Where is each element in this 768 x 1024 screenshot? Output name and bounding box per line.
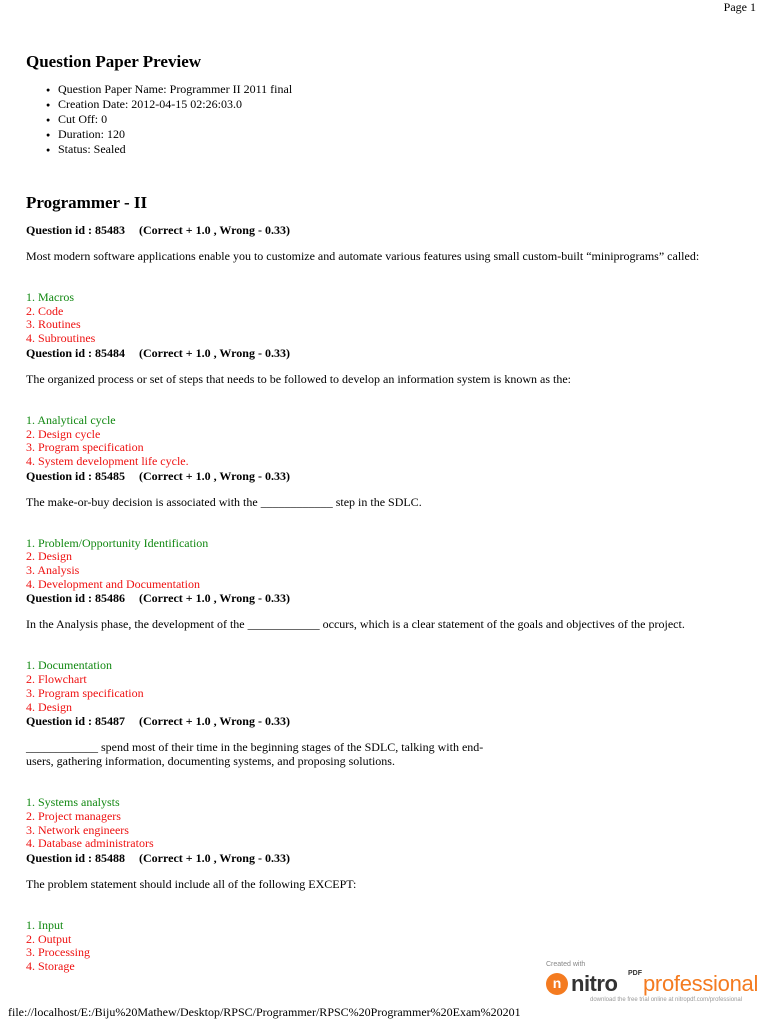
- question-id: Question id : 85483: [26, 223, 126, 237]
- option: 4. Design: [26, 699, 72, 714]
- option-correct: 1. Macros: [26, 290, 74, 304]
- option: 2. Project managers: [26, 808, 121, 823]
- option: 2. Design: [26, 549, 72, 564]
- page-title: Question Paper Preview: [26, 52, 202, 71]
- question-marks: (Correct + 1.0 , Wrong - 0.33): [139, 223, 290, 237]
- question: [26, 591, 756, 714]
- question: [26, 223, 756, 346]
- options-list: [26, 414, 756, 469]
- option: 3. Routines: [26, 317, 81, 332]
- option: 4. System development life cycle.: [26, 453, 189, 468]
- option: 4. Subroutines: [26, 331, 96, 346]
- section-title: Programmer - II: [26, 193, 148, 212]
- question-text: The problem statement should include all of the following EXCEPT:: [26, 877, 357, 892]
- nitro-watermark: [546, 961, 764, 1009]
- question-id: Question id : 85488: [26, 851, 126, 866]
- nitro-logo-icon: n: [546, 973, 568, 995]
- paper-meta-list: [26, 82, 756, 157]
- option-correct: 1. Analytical cycle: [26, 412, 116, 427]
- question-text: ____________ spend most of their time in the beginning stages of the SDLC, talking with end-users, gathering information, documenting systems, and proposing solutions.: [26, 740, 484, 769]
- created-with-label: Created with: [546, 961, 586, 968]
- question-marks: (Correct + 1.0 , Wrong - 0.33): [139, 851, 290, 866]
- option: 3. Network engineers: [26, 822, 129, 837]
- question-id: Question id : 85487: [26, 714, 126, 729]
- question-marks: (Correct + 1.0 , Wrong - 0.33): [139, 591, 290, 606]
- option: 3. Analysis: [26, 563, 80, 578]
- question: [26, 851, 756, 974]
- meta-paper-name: ● Question Paper Name: Programmer II 2011 final: [46, 82, 756, 97]
- options-list: [26, 537, 756, 592]
- question: [26, 714, 756, 851]
- question: [26, 469, 756, 592]
- option: 4. Development and Documentation: [26, 576, 200, 591]
- options-list: [26, 796, 756, 851]
- option: 3. Program specification: [26, 685, 144, 700]
- nitro-tagline: download the free trial online at nitropdf.com/professional: [590, 997, 743, 1003]
- file-path-footer: file://localhost/E:/Biju%20Mathew/Desktop/RPSC/Programmer/RPSC%20Programmer%20Exam%20201: [8, 1005, 521, 1019]
- question-text: The make-or-buy decision is associated with the ____________ step in the SDLC.: [26, 494, 422, 509]
- option: 2. Code: [26, 303, 64, 318]
- option: 3. Processing: [26, 945, 90, 960]
- option: 3. Program specification: [26, 440, 144, 455]
- question-text: In the Analysis phase, the development of the ____________ occurs, which is a clear statement of the goals and objectives of the project.: [26, 617, 685, 632]
- option: 2. Flowchart: [26, 672, 87, 687]
- meta-creation-date: ● Creation Date: 2012-04-15 02:26:03.0: [46, 97, 756, 112]
- nitro-brand: nitro: [571, 971, 618, 996]
- option: 4. Database administrators: [26, 836, 154, 851]
- question-marks: (Correct + 1.0 , Wrong - 0.33): [139, 468, 290, 483]
- meta-duration: ● Duration: 120: [46, 127, 756, 142]
- question-id: Question id : 85484: [26, 345, 126, 360]
- meta-status: ● Status: Sealed: [46, 142, 756, 157]
- option-correct: 1. Input: [26, 918, 64, 933]
- option-correct: 1. Systems analysts: [26, 795, 120, 810]
- page-number: Page 1: [723, 0, 756, 14]
- question-marks: (Correct + 1.0 , Wrong - 0.33): [139, 714, 290, 729]
- option-correct: 1. Documentation: [26, 658, 112, 673]
- question-marks: (Correct + 1.0 , Wrong - 0.33): [139, 345, 290, 360]
- nitro-edition: professional: [643, 971, 759, 996]
- option: 2. Design cycle: [26, 426, 101, 441]
- question: [26, 346, 756, 469]
- question-text: The organized process or set of steps that needs to be followed to develop an information system is known as the:: [26, 371, 571, 386]
- meta-cut-off: ● Cut Off: 0: [46, 112, 756, 127]
- question-id: Question id : 85485: [26, 468, 126, 483]
- options-list: [26, 291, 756, 346]
- option: 2. Output: [26, 931, 72, 946]
- question-id: Question id : 85486: [26, 591, 126, 606]
- nitro-pdf-mark: PDF: [628, 970, 642, 977]
- option: 4. Storage: [26, 959, 75, 974]
- question-text: Most modern software applications enable you to customize and automate various features using small custom-built “miniprograms” called:: [26, 249, 700, 263]
- question-paper: [26, 52, 756, 974]
- options-list: [26, 659, 756, 714]
- option-correct: 1. Problem/Opportunity Identification: [26, 535, 209, 550]
